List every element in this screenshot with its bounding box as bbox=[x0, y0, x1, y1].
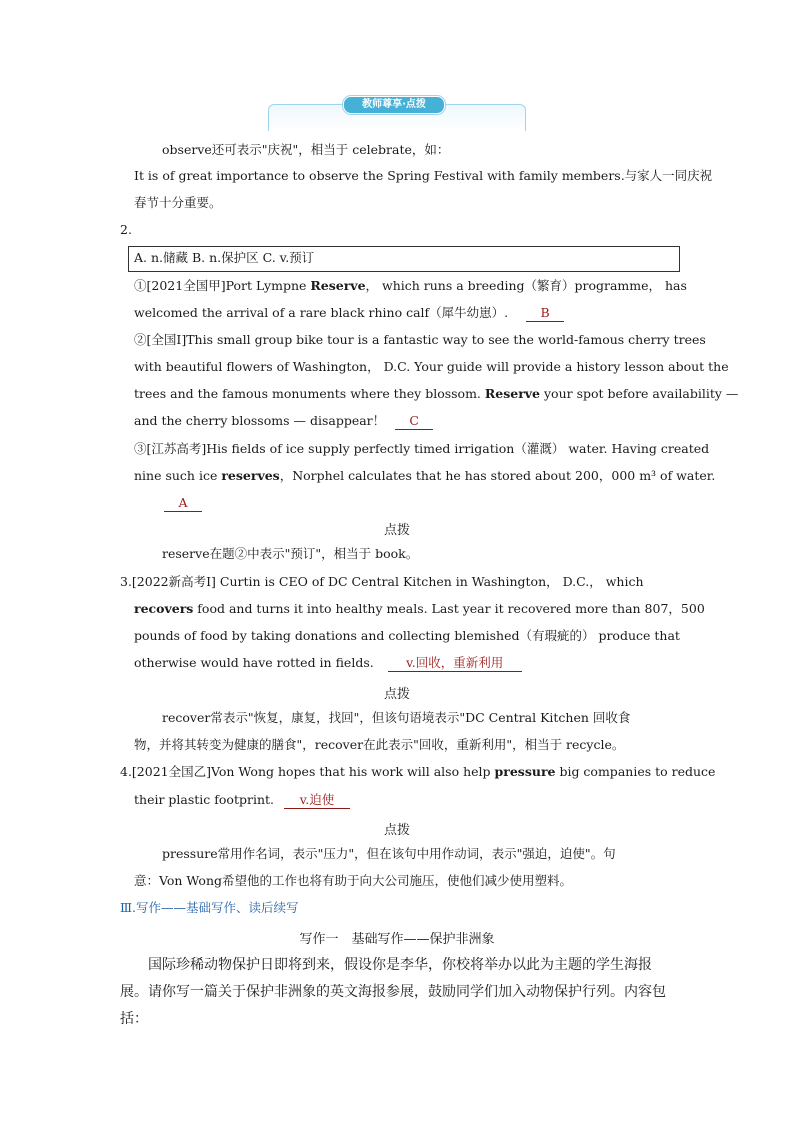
intro-line-3: 春节十分重要。 bbox=[134, 195, 222, 210]
q2-s1-line-2: welcomed the arrival of a rare black rhino calf（犀牛幼崽）. B bbox=[134, 305, 564, 322]
q4-line-1: 4.[2021全国乙]Von Wong hopes that his work will also help pressure big companies to reduce bbox=[120, 764, 716, 779]
section-para-line-2: 展。请你写一篇关于保护非洲象的英文海报参展，鼓励同学们加入动物保护行列。内容包 bbox=[120, 984, 666, 1000]
section-para-line-3: 括： bbox=[120, 1011, 148, 1027]
section-para-line-1: 国际珍稀动物保护日即将到来，假设你是李华，你校将举办以此为主题的学生海报 bbox=[148, 957, 652, 973]
keyword: Reserve bbox=[484, 386, 541, 401]
q2-tip-title: 点拨 bbox=[383, 523, 410, 538]
q3-line-4: otherwise would have rotted in fields. v.回收，重新利用 bbox=[134, 655, 522, 672]
q3-tip-title: 点拨 bbox=[383, 687, 410, 702]
answer-blank: A bbox=[164, 495, 202, 512]
q2-s1-line-1: ①[2021全国甲]Port Lympne Reserve， which runs a breeding（繁育）programme， has bbox=[134, 278, 687, 293]
q2-s2-line-2: with beautiful flowers of Washington， D.C. Your guide will provide a history lesson about the bbox=[134, 359, 729, 374]
q3-line-1: 3.[2022新高考Ⅰ] Curtin is CEO of DC Central Kitchen in Washington， D.C.， which bbox=[120, 574, 644, 589]
q2-s2-line-4: and the cherry blossoms — disappear！ C bbox=[134, 413, 433, 430]
q2-s3-line-2: nine such ice reserves，Norphel calculates that he has stored about 200，000 m³ of water. bbox=[134, 468, 716, 483]
q2-options: A. n.储藏 B. n.保护区 C. v.预订 bbox=[134, 250, 315, 265]
q4-tip-line-2: 意：Von Wong希望他的工作也将有助于向大公司施压，使他们减少使用塑料。 bbox=[134, 873, 573, 888]
q4-tip-title: 点拨 bbox=[383, 823, 410, 838]
answer-blank: v.迫使 bbox=[284, 792, 350, 809]
q4-line-2: their plastic footprint. v.迫使 bbox=[134, 792, 350, 809]
intro-line-1: observe还可表示"庆祝"，相当于 celebrate，如： bbox=[162, 142, 450, 157]
q3-line-2: recovers food and turns it into healthy meals. Last year it recovered more than 807，500 bbox=[134, 601, 705, 616]
keyword: recovers bbox=[134, 601, 194, 616]
section-heading: Ⅲ.写作——基础写作、读后续写 bbox=[120, 900, 299, 915]
answer-blank: v.回收，重新利用 bbox=[388, 655, 522, 672]
keyword: Reserve bbox=[310, 278, 366, 293]
q2-s3-line-3 bbox=[164, 495, 202, 512]
q2-tip: reserve在题②中表示"预订"，相当于 book。 bbox=[162, 546, 419, 561]
q4-tip-line-1: pressure常用作名词，表示"压力"，但在该句中用作动词，表示"强迫，迫使"。句 bbox=[162, 846, 616, 861]
q2-number: 2. bbox=[120, 222, 132, 237]
answer-blank: B bbox=[526, 305, 564, 322]
section-subheading: 写作一 基础写作——保护非洲象 bbox=[299, 932, 495, 947]
q2-s3-line-1: ③[江苏高考]His fields of ice supply perfectly timed irrigation（灌溉） water. Having created bbox=[134, 441, 710, 456]
q3-line-3: pounds of food by taking donations and collecting blemished（有瑕疵的） produce that bbox=[134, 628, 680, 643]
q2-s2-line-3: trees and the famous monuments where they blossom. Reserve your spot before availability — bbox=[134, 386, 739, 401]
q3-tip-line-2: 物，并将其转变为健康的膳食"，recover在此表示"回收，重新利用"，相当于 recycle。 bbox=[134, 737, 625, 752]
tip-header-label: 教师尊享·点拨 bbox=[343, 96, 445, 114]
q3-tip-line-1: recover常表示"恢复，康复，找回"，但该句语境表示"DC Central Kitchen 回收食 bbox=[162, 710, 631, 725]
keyword: reserves bbox=[221, 468, 280, 483]
q2-s2-line-1: ②[全国Ⅰ]This small group bike tour is a fantastic way to see the world-famous cherry trees bbox=[134, 332, 706, 347]
keyword: pressure bbox=[494, 764, 556, 779]
answer-blank: C bbox=[395, 413, 433, 430]
intro-line-2: It is of great importance to observe the Spring Festival with family members.与家人一同庆祝 bbox=[134, 168, 713, 183]
